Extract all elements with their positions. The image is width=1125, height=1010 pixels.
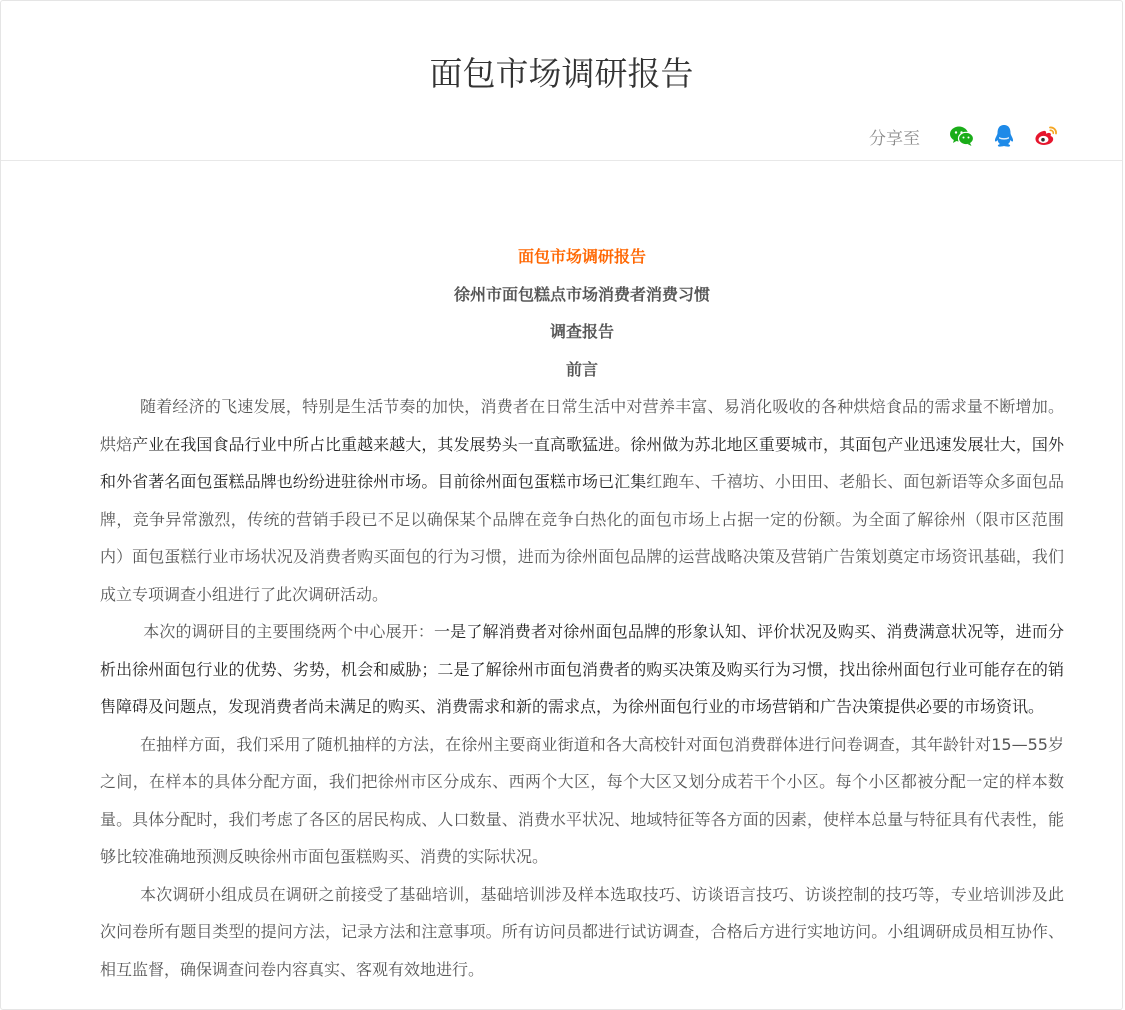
paragraph-training: 本次调研小组成员在调研之前接受了基础培训，基础培训涉及样本选取技巧、访谈语言技巧、访谈控制的技巧等，专业培训涉及此次问卷所有题目类型的提问方法，记录方法和注意事项。所有访问员都进行试访调查，合格后方进行实地访问。小组调研成员相互协作、相互监督，确保调查问卷内容真实、客观有效地进行。 (100, 884, 1064, 979)
paragraph-purpose-part2: 一是了解消费者对徐州面包品牌的形象认知、评价状况及购买、消费满意状况等，进而分析出徐州面包行业的优势、劣势，机会和威胁；二是了解徐州市面包消费者的购买决策及购买行为习惯，找出徐州面包行业可能存在的销售障碍及问题点，发现消费者尚未满足的购买、消费需求和新的需求点，为徐州面包行业的市场营销和广告决策提供必要的市场资讯。 (100, 622, 1064, 716)
article-subheading: 徐州市面包糕点市场消费者消费习惯 (453, 284, 710, 304)
qq-icon[interactable] (990, 122, 1018, 150)
paragraph-sampling: 在抽样方面，我们采用了随机抽样的方法，在徐州主要商业街道和各大高校针对面包消费群体进行问卷调查，其年龄针对15—55岁之间，在样本的具体分配方面，我们把徐州市区分成东、西两个大区，每个大区又划分成若干个小区。每个小区都被分配一定的样本数量。具体分配时，我们考虑了各区的居民构成、人口数量、消费水平状况、地域特征等各方面的因素，使样本总量与特征具有代表性，能够比较准确地预测反映徐州市面包蛋糕购买、消费的实际状况。 (100, 734, 1064, 866)
wechat-icon[interactable] (948, 122, 976, 150)
page-header (1, 1, 1122, 161)
page-title: 面包市场调研报告 (429, 54, 694, 93)
weibo-icon[interactable] (1032, 122, 1060, 150)
share-bar (869, 122, 1060, 150)
paragraph-intro-part1: 随着经济的飞速发展，特别是生活节奏的加快，消费者在日常生活中对营养丰富、易消化吸收的各种烘焙食品的需求量不断增加。烘焙 (100, 397, 1064, 454)
paragraph-purpose-part1: 本次的调研目的主要围绕两个中心展开： (143, 622, 435, 641)
share-label: 分享至 (869, 128, 920, 149)
paragraph-intro (100, 388, 1064, 613)
paragraph-intro-part2: 产业在我国食品行业中所占比重越来越大，其发展势头一直高歌猛进。徐州做为苏北地区重要城市，其面包产业迅速发展壮大，国外和外省著名面包蛋糕品牌也纷纷进驻徐州市场。目前徐州面包蛋糕市场已汇集 (100, 434, 1064, 491)
article-heading: 面包市场调研报告 (517, 247, 646, 266)
preface-heading: 前言 (565, 359, 598, 379)
paragraph-intro-part3: 红跑车、千禧坊、小田田、老船长、面包新语等众多面包品牌，竞争异常激烈，传统的营销手段已不足以确保某个品牌在竞争白热化的面包市场上占据一定的份额。为全面了解徐州（限市区范围内）面包蛋糕行业市场状况及消费者购买面包的行为习惯，进而为徐州面包品牌的运营战略决策及营销广告策划奠定市场资讯基础，我们成立专项调查小组进行了此次调研活动。 (100, 472, 1064, 604)
article-report-heading: 调查报告 (549, 322, 614, 341)
article-body (100, 238, 1064, 988)
paragraph-purpose (100, 613, 1064, 726)
